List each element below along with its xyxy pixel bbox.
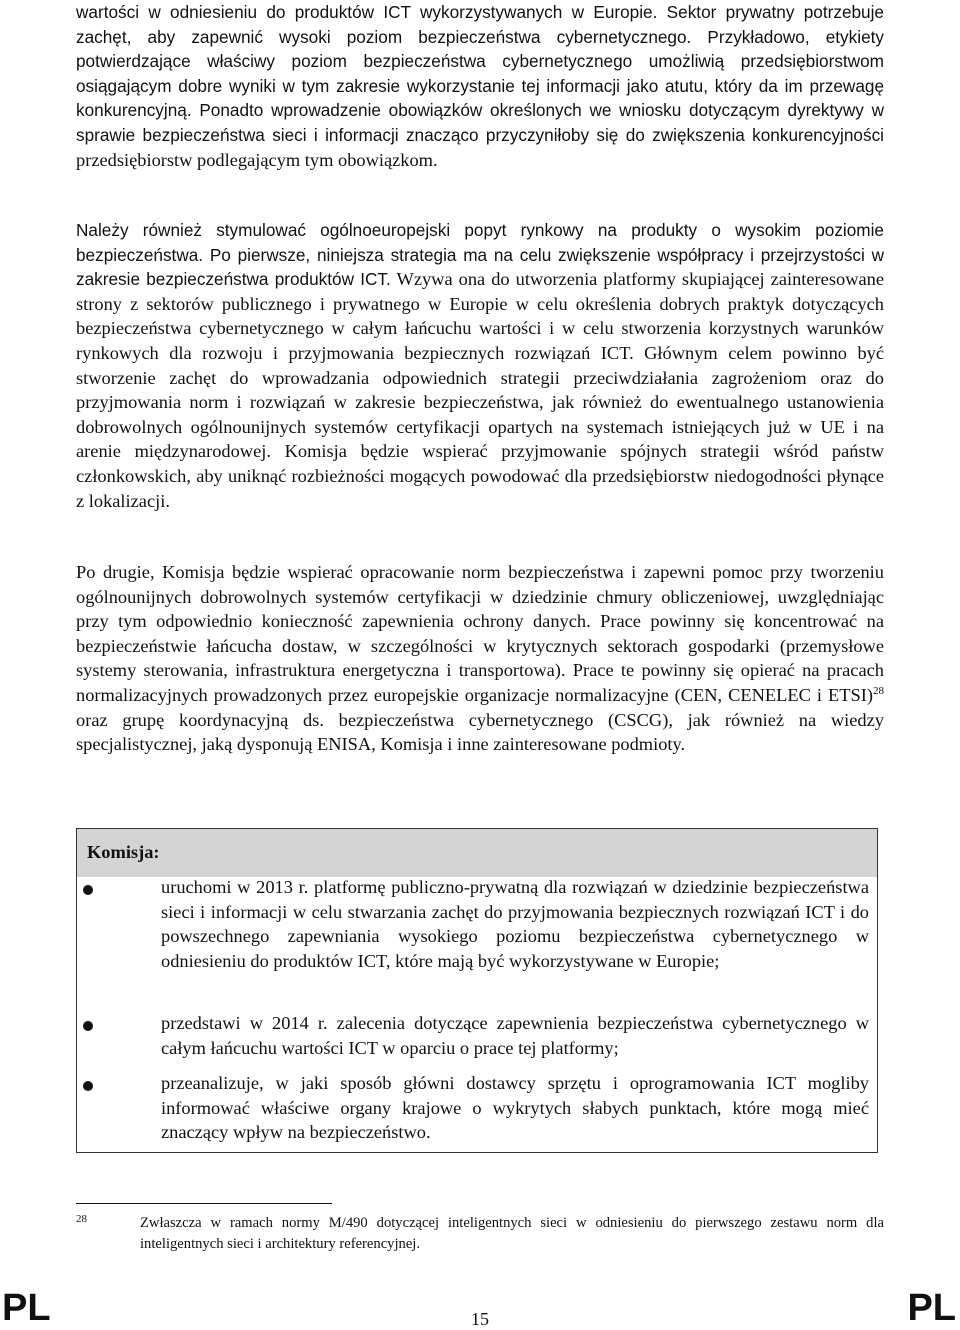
action-item: przedstawi w 2014 r. zalecenia dotyczące zapewnienia bezpieczeństwa cybernetycznego w całym łańcuchu wartości ICT w oparciu o prace tej platformy; [161,1013,869,1058]
action-item: przeanalizuje, w jaki sposób główni dostawcy sprzętu i oprogramowania ICT mogliby informować właściwe organy krajowe o wykrytych słabych punktach, które mogą mieć znaczący wpływ na bezpieczeństwo. [161,1073,869,1143]
page-number: 15 [471,1309,489,1329]
box-title: Komisja: [87,842,160,862]
language-code-right: PL [907,1287,956,1329]
paragraph-2 [76,218,884,513]
bullet-icon [83,1021,93,1031]
paragraph-1-sans-text: wartości w odniesieniu do produktów ICT wykorzystywanych w Europie. Sektor prywatny potrzebuje zachęt, aby zapewnić wysoki poziom bezpieczeństwa cybernetycznego. Przykładowo, etykiety potwierdzające właściwy poziom bezpieczeństwa cybernetycznego umożliwią przedsiębiorstwom osiągającym dobre wyniki w tym zakresie wykorzystanie tej informacji jako atutu, który da im przewagę konkurencyjną. Ponadto wprowadzenie obowiązków określonych we wniosku dotyczącym dyrektywy w sprawie bezpieczeństwa sieci i informacji znacząco przyczyniłoby się do zwiększenia konkurencyjności [76,2,884,145]
footnote-number: 28 [76,1213,87,1225]
bullet-icon [83,885,93,895]
paragraph-2-sans-text: Należy również stymulować ogólnoeuropejski popyt rynkowy na produkty o wysokim poziomie bezpieczeństwa. Po pierwsze, niniejsza strategia ma na celu zwiększenie współpracy i przejrzystości w zakresie bezpieczeństwa produktów ICT. [76,220,884,290]
paragraph-3-text-end: oraz grupę koordynacyjną ds. bezpieczeństwa cybernetycznego (CSCG), jak również na wiedzy specjalistycznej, jaką dysponują ENISA, Komisja i inne zainteresowane podmioty. [76,709,884,755]
box-title-bar [77,829,877,877]
footnote-reference[interactable]: 28 [873,684,884,697]
commission-action-box [76,828,878,1153]
footnote-divider [76,1203,332,1204]
action-item: uruchomi w 2013 r. platformę publiczno-prywatną dla rozwiązań w dziedzinie bezpieczeństwa sieci i informacji w celu stwarzania zachęt do przyjmowania bezpiecznych rozwiązań ICT i do powszechnego zapewniania wysokiego poziomu bezpieczeństwa cybernetycznego w odniesieniu do produktów ICT, które mają być wykorzystywane w Europie; [161,877,869,971]
paragraph-3 [76,560,884,757]
bullet-icon [83,1081,93,1091]
paragraph-3-text-start: Po drugie, Komisja będzie wspierać opracowanie norm bezpieczeństwa i zapewni pomoc przy tworzeniu ogólnounijnych dobrowolnych systemów certyfikacji w dziedzinie chmury obliczeniowej, uwzględniając przy tym odpowiednio konieczność zapewnienia ochrony danych. Prace powinny się koncentrować na bezpieczeństwie łańcucha dostaw, w szczególności w krytycznych sektorach gospodarki (przemysłowe systemy sterowania, infrastruktura energetyczna i transportowa). Prace te powinny się opierać na pracach normalizacyjnych prowadzonych przez europejskie organizacje normalizacyjne (CEN, CENELEC i ETSI) [76,562,884,705]
paragraph-2-serif-text: Wzywa ona do utworzenia platformy skupiającej zainteresowane strony z sektorów publicznego i prywatnego w Europie w celu określenia dobrych praktyk dotyczących bezpieczeństwa cybernetycznego w całym łańcuchu wartości i w celu stworzenia korzystnych warunków rynkowych dla rozwoju i przyjmowania bezpiecznych rozwiązań ICT. Głównym celem powinno być stworzenie zachęt do wprowadzania odpowiednich strategii przeciwdziałania zagrożeniom oraz do przyjmowania norm i rozwiązań w zakresie bezpieczeństwa, jak również do ewentualnego ustanowienia dobrowolnych ogólnounijnych systemów certyfikacji opartych na systemach istniejących już w UE i na arenie międzynarodowej. Komisja będzie wspierać przyjmowanie spójnych strategii wśród państw członkowskich, aby uniknąć rozbieżności mogących powodować dla przedsiębiorstw niedogodności płynące z lokalizacji. [76,269,885,511]
footnote-text: Zwłaszcza w ramach normy M/490 dotyczącej inteligentnych sieci w odniesieniu do pierwszego zestawu norm dla inteligentnych sieci i architektury referencyjnej. [140,1215,884,1252]
paragraph-1-serif-text: przedsiębiorstw podlegającym tym obowiązkom. [76,149,438,170]
language-code-left: PL [2,1287,51,1329]
paragraph-1 [76,0,884,172]
